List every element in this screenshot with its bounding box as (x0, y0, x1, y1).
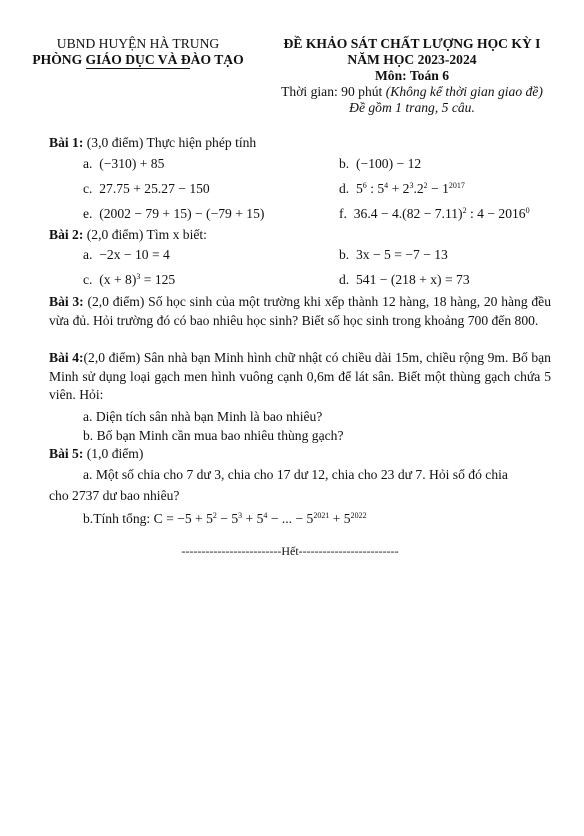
bai2-title: (2,0 điểm) Tìm x biết: (83, 227, 207, 242)
bai5-a-line2: cho 2737 dư bao nhiêu? (49, 488, 180, 503)
bai1-a-expr: (−310) + 85 (99, 156, 165, 171)
bai2-heading (49, 226, 207, 243)
d-exp2017: 2017 (448, 181, 465, 190)
sum-exp2022: 2022 (350, 511, 367, 520)
bai1-title: (3,0 điểm) Thực hiện phép tính (83, 135, 257, 150)
subject: Môn: Toán 6 (374, 68, 450, 83)
bai1-a-label: a. (83, 156, 93, 171)
bai1-c-expr: 27.75 + 25.27 − 150 (99, 181, 210, 196)
c-exp3: 3 (136, 272, 141, 281)
f-part2: : 4 − 2016 (466, 206, 526, 221)
bai1-c-label: c. (83, 181, 93, 196)
bai1-d-expr (356, 181, 465, 196)
department-name: PHÒNG GIÁO DỤC VÀ ĐÀO TẠO (32, 52, 244, 67)
end-dashes-left: ------------------------- (181, 544, 282, 558)
bai2-a-expr: −2x − 10 = 4 (99, 247, 170, 262)
bai1-f-expr (354, 206, 530, 221)
d-exp2: 2 (423, 181, 428, 190)
bai2-a-label: a. (83, 247, 93, 262)
bai1-heading (49, 134, 256, 151)
sum-part1: C = −5 + 5 (153, 511, 213, 526)
school-year: NĂM HỌC 2023-2024 (347, 52, 477, 67)
sum-exp3: 3 (238, 511, 243, 520)
bai2-d-label: d. (339, 272, 350, 287)
sum-exp4: 4 (263, 511, 268, 520)
bai5-title: (1,0 điểm) (83, 446, 144, 461)
d-base1: 5 (356, 181, 363, 196)
bai2-d-expr: 541 − (218 + x) = 73 (356, 272, 470, 287)
bai1-e (83, 205, 264, 222)
bai3-label: Bài 3: (49, 294, 84, 309)
d-exp3: 3 (409, 181, 414, 190)
bai4-a: a. Diện tích sân nhà bạn Minh là bao nhiêu? (83, 409, 323, 424)
bai4-text: (2,0 điểm) Sân nhà bạn Minh hình chữ nhật có chiều dài 15m, chiều rộng 9m. Bố bạn Minh sử dụng loại gạch men hình vuông cạnh 0,6m để lát sân. Biết một thùng gạch chứa 5 viên. Hỏi: (49, 350, 551, 402)
bai5-b-prefix: b.Tính tổng: (83, 511, 154, 526)
d-base3: + 2 (388, 181, 410, 196)
c-rhs: = 125 (140, 272, 176, 287)
exam-title: ĐỀ KHẢO SÁT CHẤT LƯỢNG HỌC KỲ I (283, 36, 541, 51)
bai2-d (339, 271, 470, 288)
end-marker (160, 544, 420, 559)
bai2-c-label: c. (83, 272, 93, 287)
bai1-e-expr: (2002 − 79 + 15) − (−79 + 15) (99, 206, 265, 221)
bai1-b-label: b. (339, 156, 350, 171)
sum-part4: − ... − 5 (267, 511, 314, 526)
bai4-b: b. Bố bạn Minh cần mua bao nhiêu thùng gạch? (83, 428, 344, 443)
d-base5: − 1 (427, 181, 449, 196)
d-base2: : 5 (366, 181, 385, 196)
bai1-f-label: f. (339, 206, 347, 221)
bai2-a (83, 246, 170, 263)
bai1-d (339, 180, 465, 197)
bai1-b (339, 155, 421, 172)
bai4-paragraph (49, 349, 551, 405)
bai5-b (83, 510, 367, 527)
bai5-b-expr (154, 511, 367, 526)
end-text: Hết (281, 544, 299, 558)
bai1-e-label: e. (83, 206, 93, 221)
time-prefix: Thời gian: 90 phút (281, 84, 386, 99)
header-divider (86, 68, 190, 69)
bai3-paragraph (49, 293, 551, 330)
sum-part3: + 5 (242, 511, 264, 526)
c-base: (x + 8) (99, 272, 137, 287)
bai1-b-expr: (−100) − 12 (356, 156, 422, 171)
f-part1: 36.4 − 4.(82 − 7.11) (353, 206, 463, 221)
sum-exp2: 2 (212, 511, 217, 520)
bai1-label: Bài 1: (49, 135, 84, 150)
d-base4: .2 (413, 181, 424, 196)
sum-part2: − 5 (216, 511, 239, 526)
bai2-label: Bài 2: (49, 227, 84, 242)
bai5-heading (49, 445, 143, 462)
sum-part5: + 5 (329, 511, 351, 526)
bai2-b-expr: 3x − 5 = −7 − 13 (356, 247, 448, 262)
time-note: (Không kể thời gian giao đề) (385, 84, 543, 99)
bai2-c-expr (99, 272, 175, 287)
time-info (262, 84, 562, 100)
bai5-label: Bài 5: (49, 446, 84, 461)
bai1-d-label: d. (339, 181, 350, 196)
bai2-b (339, 246, 448, 263)
f-exp0: 0 (525, 206, 530, 215)
bai1-a (83, 155, 164, 172)
bai2-c (83, 271, 175, 288)
bai1-f (339, 205, 530, 222)
pages-note: Đề gồm 1 trang, 5 câu. (349, 100, 475, 115)
district-name: UBND HUYỆN HÀ TRUNG (56, 36, 220, 51)
bai4-label: Bài 4: (49, 350, 84, 365)
bai1-c (83, 180, 210, 197)
d-exp4: 4 (384, 181, 389, 190)
end-dashes-right: ------------------------- (298, 544, 399, 558)
bai5-a-line1: a. Một số chia cho 7 dư 3, chia cho 17 dư 12, chia cho 23 dư 7. Hỏi số đó chia (83, 467, 508, 482)
d-exp6: 6 (362, 181, 367, 190)
sum-exp2021: 2021 (313, 511, 330, 520)
f-exp2: 2 (462, 206, 467, 215)
bai2-b-label: b. (339, 247, 350, 262)
bai3-text: (2,0 điểm) Số học sinh của một trường khi xếp thành 12 hàng, 18 hàng, 20 hàng đều vừa đủ. Hỏi trường đó có bao nhiêu học sinh? Biết số học sinh trong khoảng 700 đến 800. (49, 294, 551, 328)
